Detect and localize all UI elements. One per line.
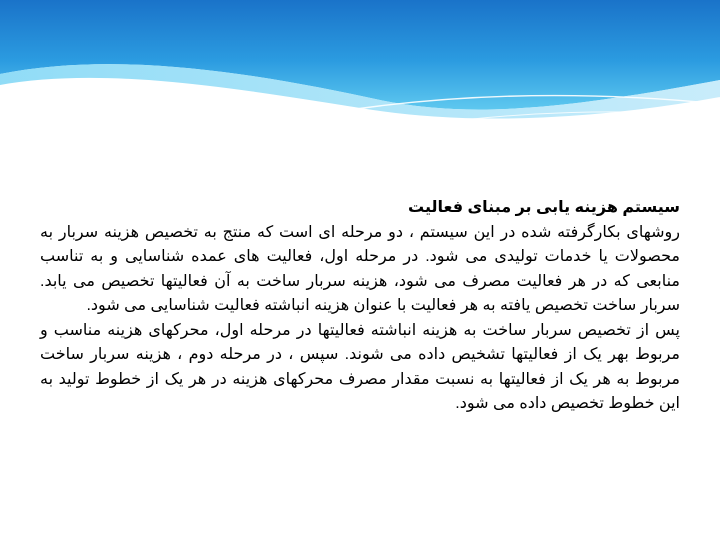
banner-blue-fill xyxy=(0,0,720,110)
paragraph-1: روشهای بکارگرفته شده در این سیستم ، دو مرحله ای است که منتج به تخصیص هزینه سربار به محصولات یا خدمات تولیدی می شود. در مرحله اول، فعالیت های عمده شناسایی و به تناسب منابعی که در هر فعالیت مصرف می شود، هزینه سربار ساخت به آن فعالیتها تخصیص می یابد. سربار ساخت تخصیص یافته به هر فعالیت با عنوان هزینه انباشته فعالیت شناسایی می شود. xyxy=(40,223,680,314)
slide-body xyxy=(40,196,680,417)
slide-title: سیستم هزینه یابی بر مبنای فعالیت xyxy=(408,199,680,216)
paragraph-2: پس از تخصیص سربار ساخت به هزینه انباشته فعالیتها در مرحله اول، محرکهای هزینه مناسب و مربوط بهر یک از فعالیتها تشخیص داده می شوند. سپس ، در مرحله دوم ، هزینه سربار ساخت مربوط به هر یک از فعالیتها به نسبت مقدار مصرف محرکهای هزینه در هر یک از خطوط تولید به این خطوط تخصیص داده می شود. xyxy=(40,321,681,412)
header-wave-banner xyxy=(0,0,720,130)
